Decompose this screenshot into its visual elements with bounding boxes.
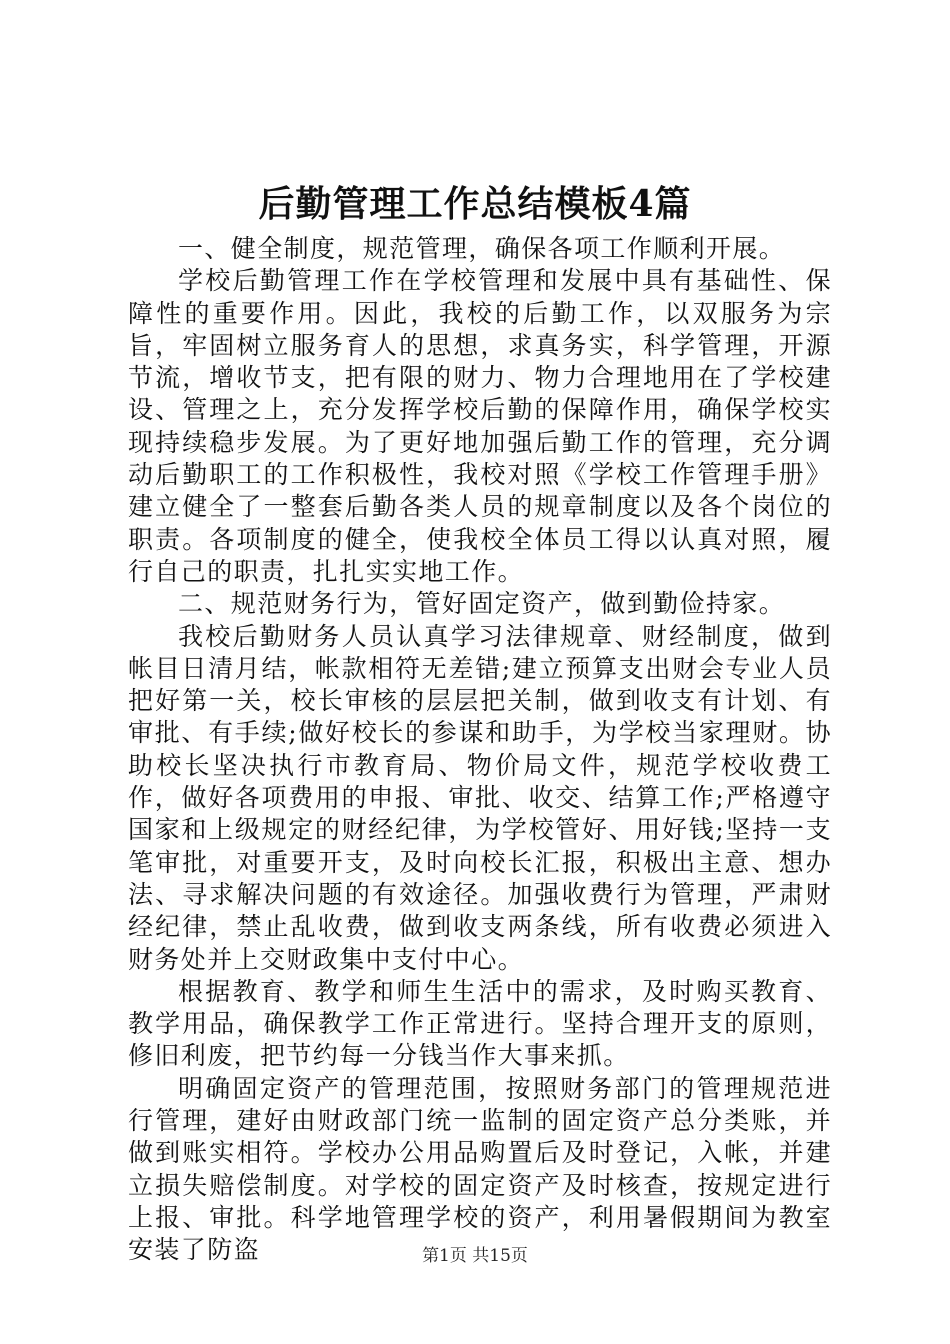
- document-body: [128, 233, 832, 1267]
- document-title: 后勤管理工作总结模板4篇: [258, 183, 692, 225]
- body-paragraph: 学校后勤管理工作在学校管理和发展中具有基础性、保障性的重要作用。因此，我校的后勤工作，以双服务为宗旨，牢固树立服务育人的思想，求真务实，科学管理，开源节流，增收节支，把有限的财力、物力合理地用在了学校建设、管理之上，充分发挥学校后勤的保障作用，确保学校实现持续稳步发展。为了更好地加强后勤工作的管理，充分调动后勤职工的工作积极性，我校对照《学校工作管理手册》建立健全了一整套后勤各类人员的规章制度以及各个岗位的职责。各项制度的健全，使我校全体员工得以认真对照，履行自己的职责，扎扎实实地工作。: [128, 266, 832, 586]
- body-paragraph: 明确固定资产的管理范围，按照财务部门的管理规范进行管理，建好由财政部门统一监制的固定资产总分类账，并做到账实相符。学校办公用品购置后及时登记，入帐，并建立损失赔偿制度。对学校的固定资产及时核查，按规定进行上报、审批。科学地管理学校的资产，利用暑假期间为教室安装了防盗: [128, 1073, 832, 1265]
- section-heading-2: 二、规范财务行为，管好固定资产，做到勤俭持家。: [178, 589, 786, 619]
- section-heading-1: 一、健全制度，规范管理，确保各项工作顺利开展。: [178, 234, 786, 263]
- body-paragraph: 根据教育、教学和师生生活中的需求，及时购买教育、教学用品，确保教学工作正常进行。坚持合理开支的原则，修旧利废，把节约每一分钱当作大事来抓。: [128, 976, 832, 1071]
- page-footer: 第1页 共15页: [422, 1246, 528, 1266]
- body-paragraph: 我校后勤财务人员认真学习法律规章、财经制度，做到帐目日清月结，帐款相符无差错;建立预算支出财会专业人员把好第一关，校长审核的层层把关制，做到收支有计划、有审批、有手续;做好校长的参谋和助手，为学校当家理财。协助校长坚决执行市教育局、物价局文件，规范学校收费工作，做好各项费用的申报、审批、收交、结算工作;严格遵守国家和上级规定的财经纪律，为学校管好、用好钱;坚持一支笔审批，对重要开支，及时向校长汇报，积极出主意、想办法、寻求解决问题的有效途径。加强收费行为管理，严肃财经纪律，禁止乱收费，做到收支两条线，所有收费必须进入财务处并上交财政集中支付中心。: [128, 621, 832, 974]
